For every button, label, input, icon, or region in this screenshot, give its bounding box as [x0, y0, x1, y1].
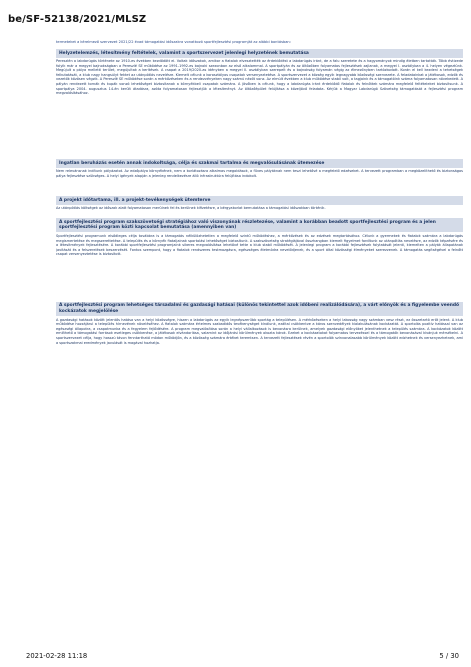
- section-text-strategy: Sportfejlesztési programunk elsődleges célja továbbra is a támogatás nélkülözhetetlen a megfelelő szintű működéshez, a mérkőzések és az edzések megtartásához. Célunk a gyermekek és fiatalok számára a labdarúgás megismertetése és megszerettetése. A település és a környék fiataljainak sportolási lehetőséget biztosítunk. A szakszövetség stratégiájával összhangban kiemelt figyelmet fordítunk az utánpótlás nevelésre, az edzők képzésére és a létesítmények fejlesztésére. A korábbi sportfejlesztési programjaink sikeres megvalósítása lehetővé tette a klub stabil működését. A jelenlegi program a korábbi fejlesztések folytatását jelenti, kiemelten a pályák állapotának javítását és a felszerelések beszerzését. Fontos szempont, hogy a fiatalok rendszeres testmozgásra, egészséges életmódra nevelődjenek, és a sport által közösségi élményeket szerezzenek. A támogatás segítségével a felnőtt csapat versenyeztetése is biztosított.: [56, 233, 463, 257]
- section-text-investment: Nem relevánsnak indítunk pályázatot. Az edzőpálya környékének, nem a korlátozásra alkalmas megoldások, a fűves pályáknak nem teszi lehetővé a megfelelő edzéseket. A tervezett programban a megközelíthető és biztonságos pálya fejlesztése szükséges. A helyi igények alapján a jelenleg rendelkezésre álló infrastruktúra felújítása indokolt.: [56, 169, 463, 178]
- section-header-duration: A projekt időtartama, ill. a projekt-tevékenységek ütemterve: [56, 196, 463, 205]
- footer-timestamp: 2021-02-28 11:18: [26, 652, 88, 660]
- section-text-duration: Az utánpótlás költségek az időszak alatt folyamatosan merülnek fel és kerülnek kifizetésre, a bérgyakorlat bemutatása a támogatási időszakban történik.: [56, 206, 326, 211]
- section-text-situation: Pereszlén a labdarúgás története az 1910-es években kezdődött el. Voltak időszakok, amikor a fiatalok elvesztették az érdeklődést a labdarúgás iránt, de a falu szeretete és a hagyományok mindig életben tartották. Több évtizede folyik már a megyei bajnokságban a Pereszlé SE működése az 1991-1992-es bajnoki szezonban az első alkalommal. A sportpályán és az öltözőben folyamatos fejlesztések zajlanak, a megyei I. osztályban a 4. helyen végeztünk. Megújult a pálya melletti terület, megújultak a kerítések. A csapat a 2019/2020-as idényben a megyei II. osztályban szerepelt és a bajnokság folyamán végig az élmezőnyben tartózkodott. Korán el kell kezdeni a tehetségek felkutatását, a klub nagy hangsúlyt fektet az utánpótlás nevelésre. Kiemelt célunk a korosztályos csapatok versenyeztetése. A sportszervezet a község egyik legnagyobb közösségi szervezete. A feladatainkat a játékosok, edzők és vezetők közösen végzik. A Pereszlé SE működése során a mérkőzéseken és a rendezvényeken nagy számú nézőt vonz. Az elmúlt években a klub működése stabil volt, a tagjaink és a támogatóink száma folyamatosan növekedett. A pályán rendezett tornák és kupák vonzó lehetőséget biztosítanak a környékbeli csapatok számára. A jövőben is célunk, hogy a labdarúgás iránt érdeklődő fiatalok és felnőttek számára megfelelő feltételeket biztosítsunk. A sportpálya 2004. augusztus 14-én került átadásra, azóta folyamatosan fejlesztjük a létesítményt. Az öltözőépület felújítása a közeljövő feladata. Kérjük a Magyar Labdarúgó Szövetség támogatását a fejlesztési program megvalósításához.: [56, 59, 463, 96]
- section-header-investment: Ingatlan beruházás esetén annak indokoltsága, célja és szakmai tartalma és megvalósulásának ütemezése: [56, 159, 463, 168]
- section-header-impact: A sportfejlesztési program lehetséges társadalmi és gazdasági hatásai (különös tekintettel azok időbeni realizálódására), a várt előnyök és a figyelembe veendő kockázatok megjelölése: [56, 302, 463, 316]
- document-id: be/SF-52138/2021/MLSZ: [8, 14, 147, 25]
- document-body: [56, 40, 463, 396]
- section-text-impact: A gazdasági hatások között jelentős hatása van a helyi közösségre, hiszen a labdarúgás az egyik legnépszerűbb sportág a településen. A mérkőzéseken a helyi lakosság nagy számban vesz részt, ez összetartó erőt jelent. A klub működése hozzájárul a település hírnevének növeléséhez. A fiatalok számára értelmes szabadidős tevékenységet kínálunk, ezáltal csökkentve a káros szenvedélyek kialakulásának kockázatát. A sportolás pozitív hatással van az egészségi állapotra, a csapatmunka és a fegyelem fejlődésére. A program megvalósítása során a helyi vállalkozások is bevonásra kerülnek, amelyek gazdasági előnyöket jelenthetnek a település számára. A kockázatok között említhető a támogatási források esetleges csökkenése, a játékosok elvándorlása, valamint az időjárási körülmények okozta károk. Ezeket a kockázatokat folyamatos tervezéssel és a támogatók bevonásával kívánjuk mérsékelni. A sportszervezet célja, hogy hosszú távon fenntartható módon működjön, és a közösség számára értéket teremtsen. A tervezett fejlesztések révén a sportolók színvonalasabb körülmények között edzhetnek és versenyezhetnek, ami a sportszakmai eredmények javulását is magával hozhatja.: [56, 317, 463, 345]
- section-header-situation: Helyzetelemzés, létesítmény feltételek, valamint a sportszervezet jelenlegi helyzetének bemutatása: [56, 49, 463, 58]
- intro-text: termeteket a kérelmező szervezet 2021/22 évad támogatási időszakra vonatkozó sportfejlesztési programját az alábbi bontásban:: [56, 40, 291, 44]
- section-header-strategy: A sportfejlesztési program szakszövetségi stratégiához való viszonyának részletezése, valamint a korábban beadott sportfejlesztési program és a jelen sportfejlesztési program közti kapcsolat bemutatása (amennyiben van): [56, 218, 463, 232]
- footer-page-number: 5 / 30: [439, 652, 459, 660]
